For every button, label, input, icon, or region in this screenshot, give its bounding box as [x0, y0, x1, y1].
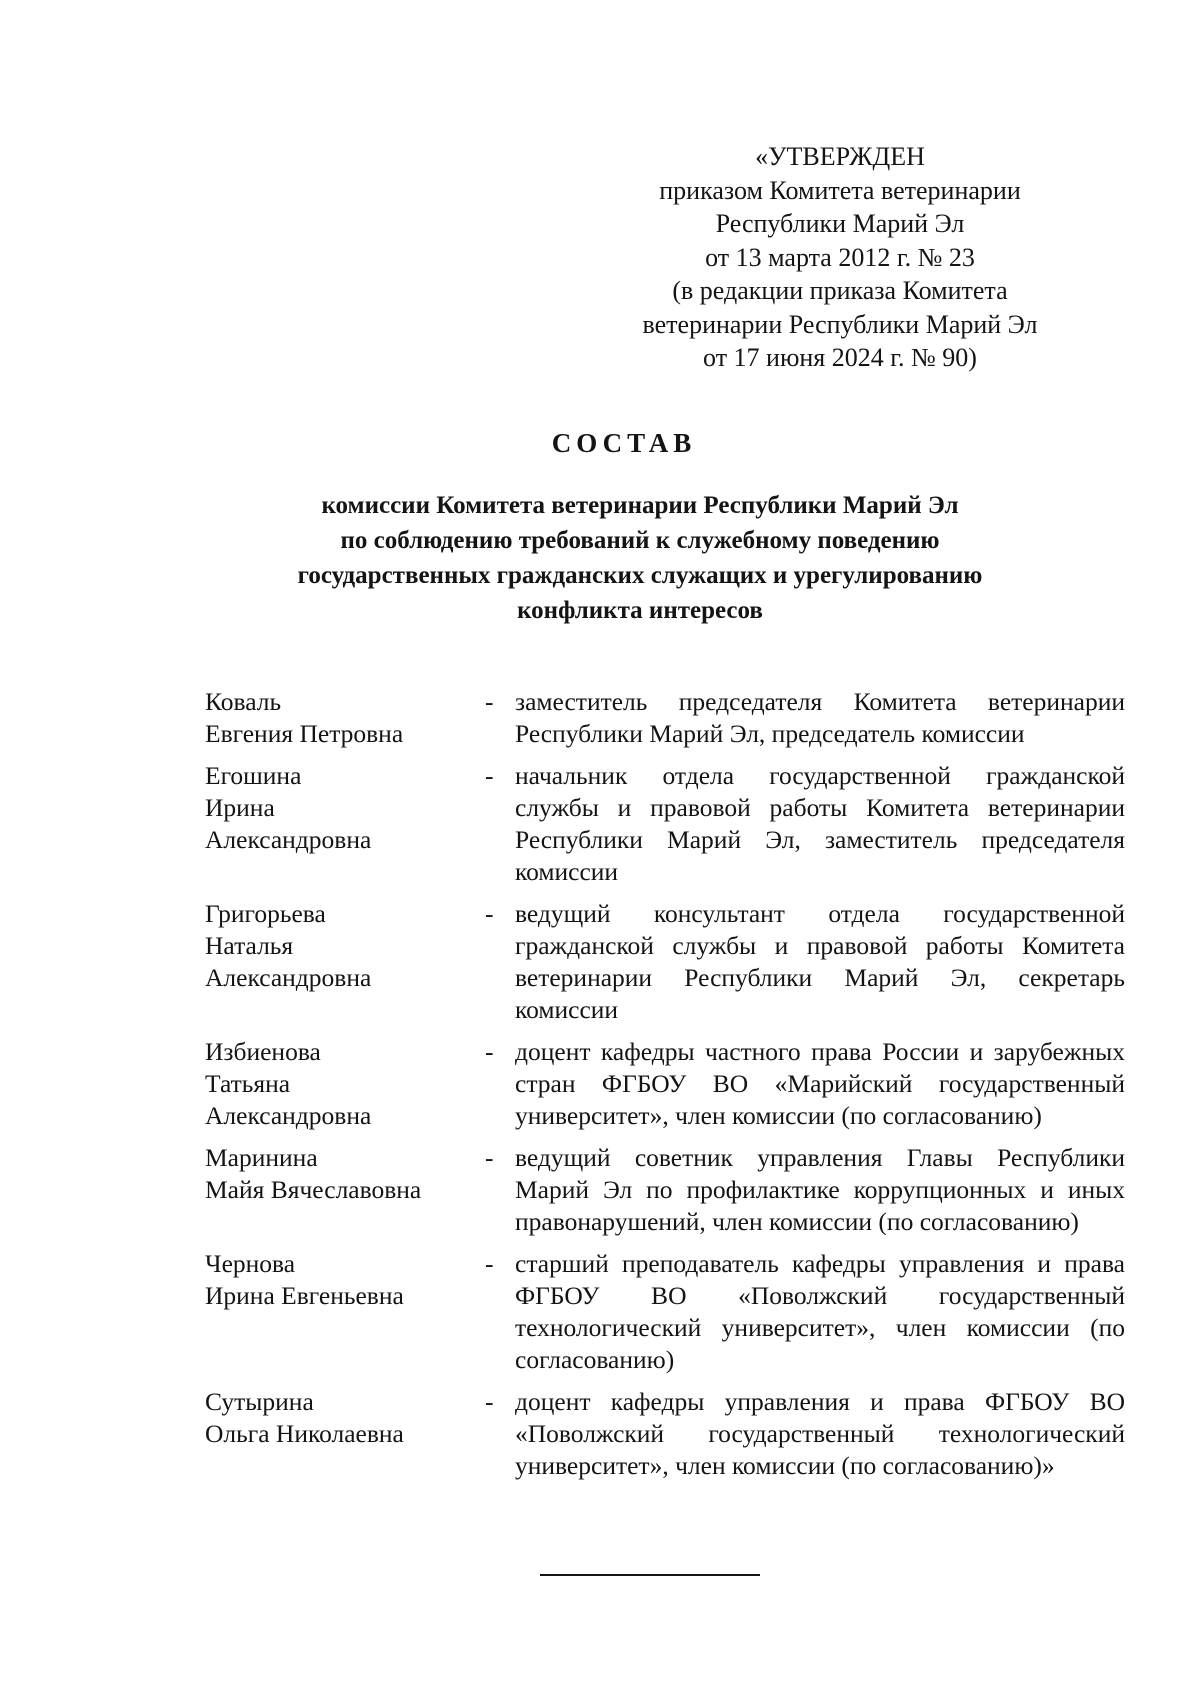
member-first-name: Наталья: [205, 931, 294, 960]
approval-line: ветеринарии Республики Марий Эл: [642, 309, 1038, 339]
member-given-names: Евгения Петровна: [205, 719, 404, 748]
member-patronymic: Александровна: [205, 963, 372, 992]
member-name: [205, 686, 485, 750]
member-surname: Чернова: [205, 1249, 296, 1278]
subtitle-line: по соблюдению требований к служебному поведению: [340, 527, 940, 554]
member-surname: Маринина: [205, 1143, 318, 1172]
member-first-name: Татьяна: [205, 1069, 291, 1098]
approval-line: (в редакции приказа Комитета: [672, 276, 1008, 305]
approval-line: от 17 июня 2024 г. № 90): [703, 343, 977, 372]
member-patronymic: Александровна: [205, 1101, 372, 1130]
member-given-names: Майя Вячеславовна: [205, 1175, 422, 1204]
member-surname: Сутырина: [205, 1387, 314, 1416]
member-name: [205, 1248, 485, 1376]
members-list: [205, 686, 1125, 1482]
member-name: [205, 1036, 485, 1132]
member-row: [205, 1142, 1125, 1238]
subtitle-line: государственных гражданских служащих и урегулированию: [297, 562, 983, 589]
member-row: [205, 686, 1125, 750]
approval-line: от 13 марта 2012 г. № 23: [705, 242, 975, 272]
member-first-name: Ирина: [205, 793, 275, 822]
member-row: [205, 1036, 1125, 1132]
approval-line: «УТВЕРЖДЕН: [755, 142, 925, 171]
approval-line: приказом Комитета ветеринарии: [659, 175, 1021, 205]
member-surname: Григорьева: [205, 899, 326, 928]
member-dash: -: [485, 899, 494, 928]
member-name: [205, 1386, 485, 1482]
member-description: доцент кафедры управления и права ФГБОУ ВО «Поволжский государственный технологический университет», член комиссии (по согласованию)»: [515, 1387, 1125, 1480]
member-description: доцент кафедры частного права России и зарубежных стран ФГБОУ ВО «Марийский государственный университет», член комиссии (по согласованию): [515, 1037, 1125, 1130]
approval-line: Республики Марий Эл: [715, 209, 965, 238]
member-description: начальник отдела государственной гражданской службы и правовой работы Комитета ветеринарии Республики Марий Эл, заместитель председателя комиссии: [515, 761, 1125, 886]
member-name: [205, 1142, 485, 1238]
member-given-names: Ольга Николаевна: [205, 1419, 404, 1448]
member-dash: -: [485, 1037, 494, 1066]
subtitle-line: конфликта интересов: [517, 597, 763, 624]
member-description: ведущий советник управления Главы Республики Марий Эл по профилактике коррупционных и иных правонарушений, член комиссии (по согласованию): [515, 1143, 1125, 1236]
member-given-names: Ирина Евгеньевна: [205, 1281, 404, 1310]
member-name: [205, 898, 485, 1026]
closing-divider-line: [540, 1574, 760, 1576]
member-description: заместитель председателя Комитета ветеринарии Республики Марий Эл, председатель комиссии: [515, 687, 1125, 748]
member-surname: Коваль: [205, 687, 282, 716]
member-row: [205, 1386, 1125, 1482]
member-description: старший преподаватель кафедры управления и права ФГБОУ ВО «Поволжский государственный технологический университет», член комиссии (по согласованию): [515, 1249, 1125, 1374]
member-name: [205, 760, 485, 888]
member-surname: Избиенова: [205, 1037, 321, 1066]
member-row: [205, 898, 1125, 1026]
document-subtitle: [200, 488, 1080, 628]
member-description: ведущий консультант отдела государственной гражданской службы и правовой работы Комитета ветеринарии Республики Марий Эл, секретарь комиссии: [515, 899, 1125, 1024]
member-dash: -: [485, 1143, 494, 1172]
member-dash: -: [485, 1387, 494, 1416]
member-surname: Егошина: [205, 761, 302, 790]
member-dash: -: [485, 761, 494, 790]
member-dash: -: [485, 1249, 494, 1278]
member-row: [205, 1248, 1125, 1376]
approval-stamp: [630, 140, 1050, 375]
member-row: [205, 760, 1125, 888]
subtitle-line: комиссии Комитета ветеринарии Республики Марий Эл: [321, 492, 959, 519]
member-dash: -: [485, 687, 494, 716]
document-title: СОСТАВ: [551, 428, 697, 458]
member-patronymic: Александровна: [205, 825, 372, 854]
